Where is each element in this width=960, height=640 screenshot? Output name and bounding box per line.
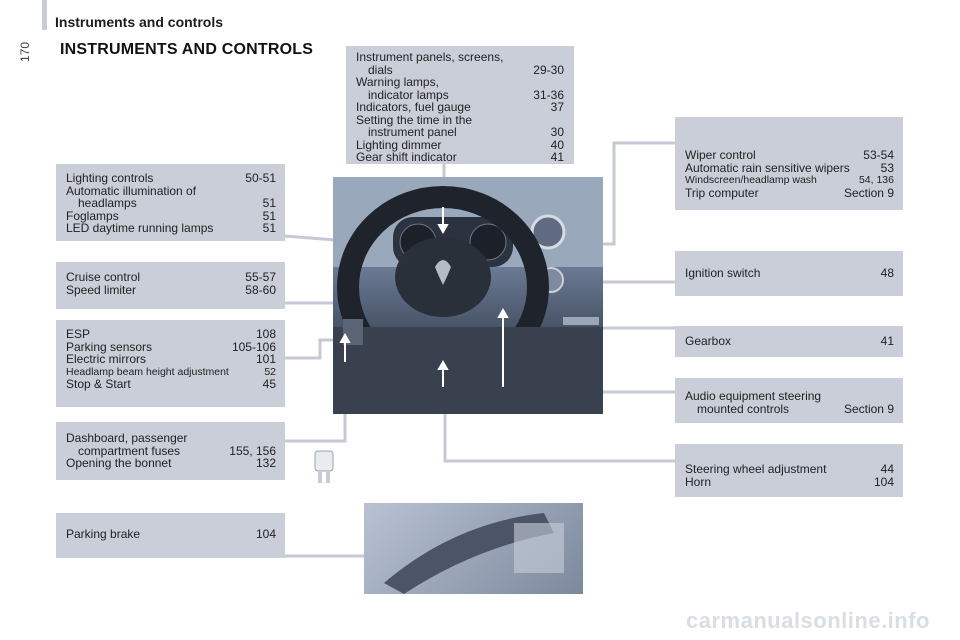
entry-row bbox=[685, 174, 894, 187]
entry-label: Ignition switch bbox=[685, 266, 761, 280]
entry-page: 30 bbox=[550, 125, 564, 139]
entry-label: Wiper control bbox=[685, 148, 756, 162]
entry-label: Trip computer bbox=[685, 185, 759, 200]
fuse-icon bbox=[312, 449, 336, 487]
entry-label: Speed limiter bbox=[66, 282, 137, 297]
entry-row bbox=[685, 476, 894, 489]
entry-row bbox=[66, 172, 276, 185]
entry-row bbox=[66, 378, 276, 391]
entry-row bbox=[685, 463, 894, 476]
entry-label: Gear shift indicator bbox=[356, 150, 457, 164]
entry-label: Dashboard, passenger bbox=[66, 431, 188, 445]
entry-page: 54, 136 bbox=[858, 174, 894, 186]
entry-row bbox=[66, 432, 276, 445]
entry-page: 53 bbox=[880, 160, 894, 175]
entry-page: Section 9 bbox=[843, 401, 894, 416]
box-gearbox bbox=[675, 326, 903, 357]
entry-label: Indicators, fuel gauge bbox=[356, 100, 471, 114]
entry-label: Foglamps bbox=[66, 208, 119, 223]
watermark: carmanualsonline.info bbox=[686, 608, 930, 633]
entry-row bbox=[66, 328, 276, 341]
entry-label: Lighting dimmer bbox=[356, 137, 442, 152]
leader-lighting bbox=[285, 236, 335, 240]
box-wiper bbox=[675, 117, 903, 210]
entry-label: mounted controls bbox=[697, 401, 790, 416]
section-header: Instruments and controls bbox=[55, 14, 224, 30]
entry-page: Section 9 bbox=[843, 185, 894, 200]
box-parking-brake bbox=[56, 513, 285, 558]
entry-label: Windscreen/headlamp wash bbox=[685, 174, 817, 186]
entry-page: 58-60 bbox=[245, 282, 276, 297]
entry-row bbox=[66, 284, 276, 297]
entry-page: 108 bbox=[255, 327, 276, 341]
entry-label: Electric mirrors bbox=[66, 352, 146, 366]
entry-label: Cruise control bbox=[66, 270, 141, 284]
dashboard-photo bbox=[333, 177, 603, 414]
entry-label: Horn bbox=[685, 474, 712, 489]
entry-page: 31-36 bbox=[533, 87, 564, 102]
entry-label: Lighting controls bbox=[66, 171, 154, 185]
entry-page: 45 bbox=[262, 377, 276, 391]
entry-row bbox=[356, 76, 564, 89]
box-ignition bbox=[675, 251, 903, 296]
entry-row bbox=[66, 222, 276, 235]
entry-page: 51 bbox=[262, 221, 276, 235]
entry-page: 41 bbox=[550, 150, 564, 164]
entry-row bbox=[66, 271, 276, 284]
entry-page: 155, 156 bbox=[229, 443, 276, 458]
entry-label: Setting the time in the bbox=[356, 112, 473, 127]
leader-fuses bbox=[285, 410, 345, 441]
entry-page: 29-30 bbox=[533, 62, 564, 77]
entry-row bbox=[66, 197, 276, 210]
entry-label: Instrument panels, screens, bbox=[356, 50, 504, 64]
entry-page: 132 bbox=[255, 456, 276, 470]
entry-label: ESP bbox=[66, 327, 91, 341]
box-audio bbox=[675, 378, 903, 423]
entry-label: Automatic illumination of bbox=[66, 183, 197, 198]
box-steering bbox=[675, 444, 903, 497]
entry-row bbox=[685, 267, 894, 280]
entry-page: 105-106 bbox=[231, 339, 276, 354]
entry-label: LED daytime running lamps bbox=[66, 221, 214, 235]
entry-page: 101 bbox=[255, 352, 276, 366]
entry-label: compartment fuses bbox=[78, 443, 181, 458]
entry-label: Opening the bonnet bbox=[66, 456, 172, 470]
entry-page: 50-51 bbox=[245, 171, 276, 185]
entry-label: Gearbox bbox=[685, 334, 732, 348]
entry-label: Parking sensors bbox=[66, 339, 153, 354]
entry-row bbox=[66, 457, 276, 470]
entry-row bbox=[356, 151, 564, 164]
page-title: INSTRUMENTS AND CONTROLS bbox=[60, 41, 314, 58]
entry-page: 55-57 bbox=[245, 270, 276, 284]
entry-row bbox=[66, 528, 276, 541]
entry-row bbox=[685, 149, 894, 162]
entry-page: 104 bbox=[255, 527, 276, 541]
entry-page: 53-54 bbox=[863, 148, 894, 162]
entry-label: Parking brake bbox=[66, 527, 141, 541]
box-fuses bbox=[56, 422, 285, 480]
entry-label: dials bbox=[368, 62, 393, 77]
entry-row bbox=[685, 187, 894, 200]
entry-page: 104 bbox=[873, 474, 894, 489]
page-number: 170 bbox=[18, 41, 32, 62]
entry-label: Audio equipment steering bbox=[685, 389, 822, 403]
entry-label: headlamps bbox=[78, 196, 137, 210]
entry-label: Stop & Start bbox=[66, 377, 131, 391]
entry-page: 51 bbox=[262, 196, 276, 210]
parking-brake-illustration bbox=[364, 503, 583, 594]
box-instrument-panels bbox=[346, 46, 574, 164]
entry-label: Warning lamps, bbox=[356, 75, 439, 89]
entry-label: indicator lamps bbox=[368, 87, 449, 102]
entry-label: Steering wheel adjustment bbox=[685, 462, 827, 476]
entry-row bbox=[356, 51, 564, 64]
entry-row bbox=[356, 126, 564, 139]
entry-page: 52 bbox=[264, 365, 276, 378]
entry-page: 51 bbox=[262, 208, 276, 223]
entry-label: Headlamp beam height adjustment bbox=[66, 365, 229, 378]
entry-row bbox=[685, 403, 894, 416]
box-cruise bbox=[56, 262, 285, 309]
entry-page: 40 bbox=[550, 137, 564, 152]
box-esp bbox=[56, 320, 285, 407]
entry-page: 44 bbox=[880, 462, 894, 476]
pointer-arrows bbox=[333, 177, 603, 414]
entry-row bbox=[356, 101, 564, 114]
entry-row bbox=[685, 390, 894, 403]
entry-page: 41 bbox=[880, 334, 894, 348]
entry-page: 48 bbox=[880, 266, 894, 280]
box-lighting bbox=[56, 164, 285, 241]
entry-row bbox=[685, 162, 894, 175]
parking-brake-photo bbox=[364, 503, 583, 594]
entry-row bbox=[66, 353, 276, 366]
entry-row bbox=[685, 335, 894, 348]
entry-page: 37 bbox=[550, 100, 564, 114]
entry-label: instrument panel bbox=[368, 125, 457, 139]
entry-label: Automatic rain sensitive wipers bbox=[685, 160, 850, 175]
